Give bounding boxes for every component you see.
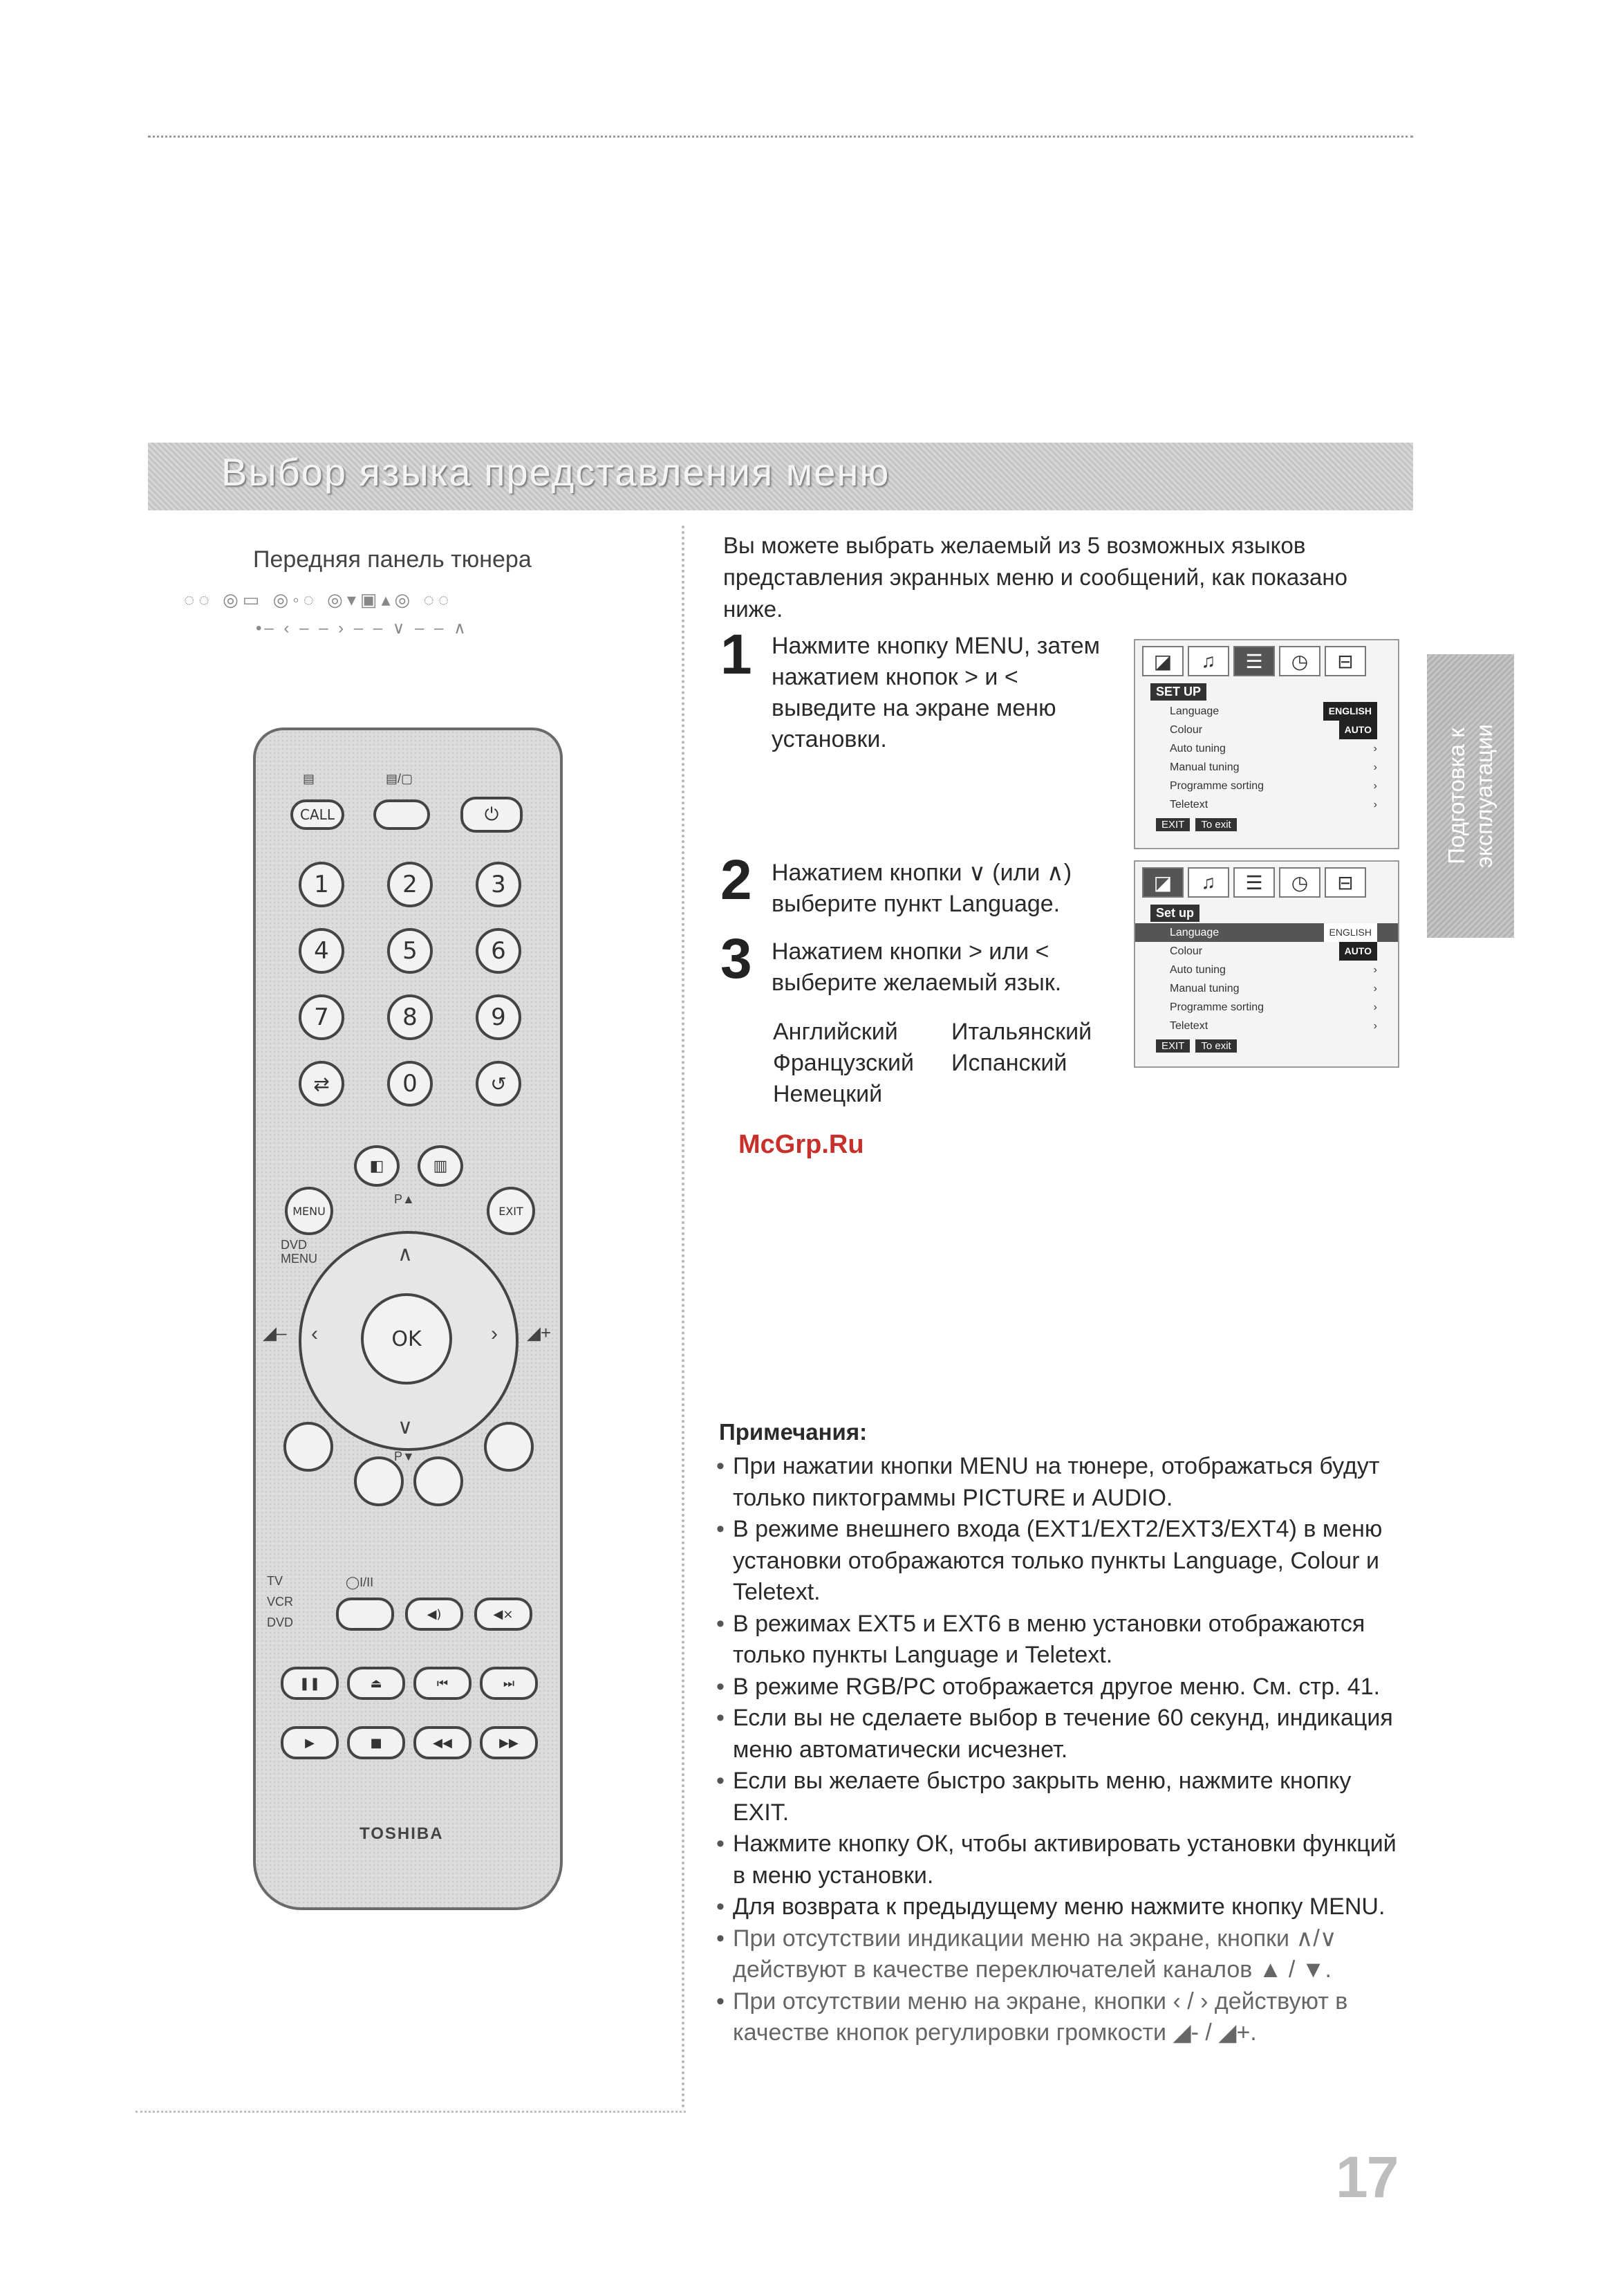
menu-row: Colour AUTO [1135,721,1398,739]
menu-row: Programme sorting › [1170,780,1377,792]
language-list [773,1017,1132,1110]
power-icon[interactable]: ⏻ [460,797,523,833]
setup-menu-screenshot-1 [1134,639,1399,849]
setup-icon: ☰ [1233,646,1275,676]
language-item: Итальянский [951,1019,1092,1045]
menu-row: Manual tuning › [1170,761,1377,773]
note-item: • Нажмите кнопку ОК, чтобы активировать установки функций в меню установки. [716,1829,1408,1891]
play-icon[interactable]: ▶ [281,1726,339,1759]
front-panel-labels: •– ‹ – – › – – ∨ – – ∧ [256,619,469,638]
left-arrow-icon: ‹ [311,1322,318,1345]
page-number: 17 [1336,2145,1398,2210]
feature-icon: ⊟ [1325,867,1366,898]
audio-mode-label: ◯I/II [346,1575,374,1589]
notes-title: Примечания: [719,1419,868,1445]
timer-icon: ◷ [1279,646,1320,676]
front-panel-title: Передняя панель тюнера [253,546,532,573]
rewind-icon[interactable]: ◀◀ [413,1726,472,1759]
sound-icon[interactable]: ◀) [405,1598,463,1631]
language-item: Испанский [951,1050,1067,1076]
green-button[interactable] [354,1456,404,1506]
note-item: • В режиме внешнего входа (EXT1/EXT2/EXT3/EXT4) в меню установки отображаются только пункты Language, Colour и Teletext. [716,1514,1408,1609]
step-1-number: 1 [720,623,752,686]
menu-section-title: Set up [1150,905,1199,922]
right-arrow-icon: › [491,1322,498,1345]
fast-forward-icon[interactable]: ▶▶ [480,1726,538,1759]
return-icon[interactable]: ↺ [476,1061,521,1107]
note-item: • Если вы желаете быстро закрыть меню, нажмите кнопку EXIT. [716,1766,1408,1829]
step-2-text: Нажатием кнопки ∨ (или ∧) выберите пункт Language. [772,860,1072,917]
note-item: • Для возврата к предыдущему меню нажмите кнопку MENU. [716,1891,1408,1923]
up-arrow-icon: ∧ [398,1243,413,1266]
menu-button[interactable]: MENU [285,1187,333,1235]
column-divider [682,526,684,2109]
note-item: • В режиме RGB/PC отображается другое меню. См. стр. 41. [716,1672,1408,1703]
note-item: • При отсутствии меню на экране, кнопки ‹ / › действуют в качестве кнопок регулировки громкости ◢- / ◢+. [716,1986,1408,2049]
notes-list [716,1451,1408,2049]
note-item: • При нажатии кнопки MENU на тюнере, отображаться будут только пиктограммы PICTURE и AUDIO. [716,1451,1408,1514]
step-3-number: 3 [720,927,752,990]
ok-button[interactable]: OK [361,1293,452,1385]
down-arrow-icon: ∨ [398,1416,413,1438]
dvd-mode-label: DVD [267,1615,294,1629]
language-item: Немецкий [773,1081,883,1107]
note-item: • При отсутствии индикации меню на экране, кнопки ∧/∨ действуют в качестве переключателей каналов ▲ / ▼. [716,1923,1408,1986]
setup-menu-screenshot-2 [1134,860,1399,1068]
picture-icon: ◪ [1142,867,1184,898]
bottom-rule [136,2111,686,2113]
step-3-text: Нажатием кнопки > или < выберите желаемый язык. [772,938,1062,996]
yellow-button[interactable] [413,1456,463,1506]
menu-footer: EXIT To exit [1156,1039,1377,1053]
digit-6-button[interactable]: 6 [476,928,521,974]
menu-row: Auto tuning › [1170,964,1377,976]
volume-down-icon: ◢– [263,1322,287,1343]
eject-icon[interactable]: ⏏ [347,1667,405,1700]
timer-icon: ◷ [1279,867,1320,898]
intro-text: Вы можете выбрать желаемый из 5 возможных языков представления экранных меню и сообщений, как показано ниже. [723,533,1347,622]
menu-row: Auto tuning › [1170,743,1377,754]
digit-0-button[interactable]: 0 [387,1061,433,1107]
dvd-menu-label: DVD MENU [281,1238,317,1266]
step-1-text: Нажмите кнопку MENU, затем нажатием кнопок > и < выведите на экране меню установки. [772,633,1101,752]
note-item: • Если вы не сделаете выбор в течение 60 секунд, индикация меню автоматически исчезнет. [716,1703,1408,1766]
blue-button[interactable] [484,1422,534,1472]
volume-up-icon: ◢+ [527,1322,552,1343]
remote-control [253,728,563,1910]
text-button[interactable] [373,799,430,830]
top-rule [148,136,1413,138]
digit-4-button[interactable]: 4 [299,928,344,974]
skip-back-icon[interactable]: ⏮ [413,1667,472,1700]
call-button[interactable]: CALL [290,799,344,830]
note-item: • В режимах EXT5 и EXT6 в меню установки отображаются только пункты Language и Teletext. [716,1609,1408,1672]
picture-in-picture-icon[interactable]: ▥ [418,1145,463,1187]
watermark: McGrp.Ru [738,1130,864,1159]
menu-row: Colour AUTO [1135,942,1398,961]
digit-9-button[interactable]: 9 [476,994,521,1040]
menu-footer: EXIT To exit [1156,818,1377,831]
page-title: Выбор языка представления меню [221,450,890,494]
digit-1-button[interactable]: 1 [299,862,344,907]
channel-up-label: P▲ [394,1192,415,1206]
skip-forward-icon[interactable]: ⏭ [480,1667,538,1700]
language-item: Английский [773,1019,898,1045]
red-button[interactable] [283,1422,333,1472]
brand-logo: TOSHIBA [360,1824,444,1843]
step-2-number: 2 [720,849,752,911]
channel-down-label: P▼ [394,1450,415,1463]
menu-row: Language ENGLISH [1135,702,1398,721]
stop-icon[interactable]: ■ [347,1726,405,1759]
chapter-side-tab [1427,654,1514,938]
digit-7-button[interactable]: 7 [299,994,344,1040]
menu-row: Teletext › [1170,1020,1377,1032]
vcr-mode-label: VCR [267,1595,294,1609]
menu-row-selected: Language ENGLISH [1135,923,1398,942]
menu-row: Programme sorting › [1170,1001,1377,1013]
front-panel-buttons: ◌◌ ◎▭ ◎◦◌ ◎▾▣▴◎ ◌◌ [184,589,454,610]
swap-icon[interactable]: ⇄ [299,1061,344,1107]
tv-mode-label: TV [267,1574,283,1588]
setup-icon: ☰ [1233,867,1275,898]
menu-row: Manual tuning › [1170,983,1377,994]
digit-8-button[interactable]: 8 [387,994,433,1040]
menu-row: Teletext › [1170,799,1377,811]
pause-icon[interactable]: ❚❚ [281,1667,339,1700]
language-item: Французский [773,1050,914,1076]
picture-still-icon[interactable]: ◧ [354,1145,400,1187]
digit-5-button[interactable]: 5 [387,928,433,974]
mute-icon[interactable]: ◀× [474,1598,532,1631]
text-mix-icon: ▤/▢ [386,772,413,786]
feature-icon: ⊟ [1325,646,1366,676]
chapter-side-tab-label: Подготовка к эксплуатации [1444,724,1497,868]
audio-button[interactable] [336,1598,394,1631]
audio-icon: ♫ [1188,867,1229,898]
digit-2-button[interactable]: 2 [387,862,433,907]
picture-icon: ◪ [1142,646,1184,676]
exit-button[interactable]: EXIT [487,1187,535,1235]
audio-icon: ♫ [1188,646,1229,676]
digit-3-button[interactable]: 3 [476,862,521,907]
teletext-icon: ▤ [303,772,315,786]
menu-section-title: SET UP [1150,683,1206,701]
